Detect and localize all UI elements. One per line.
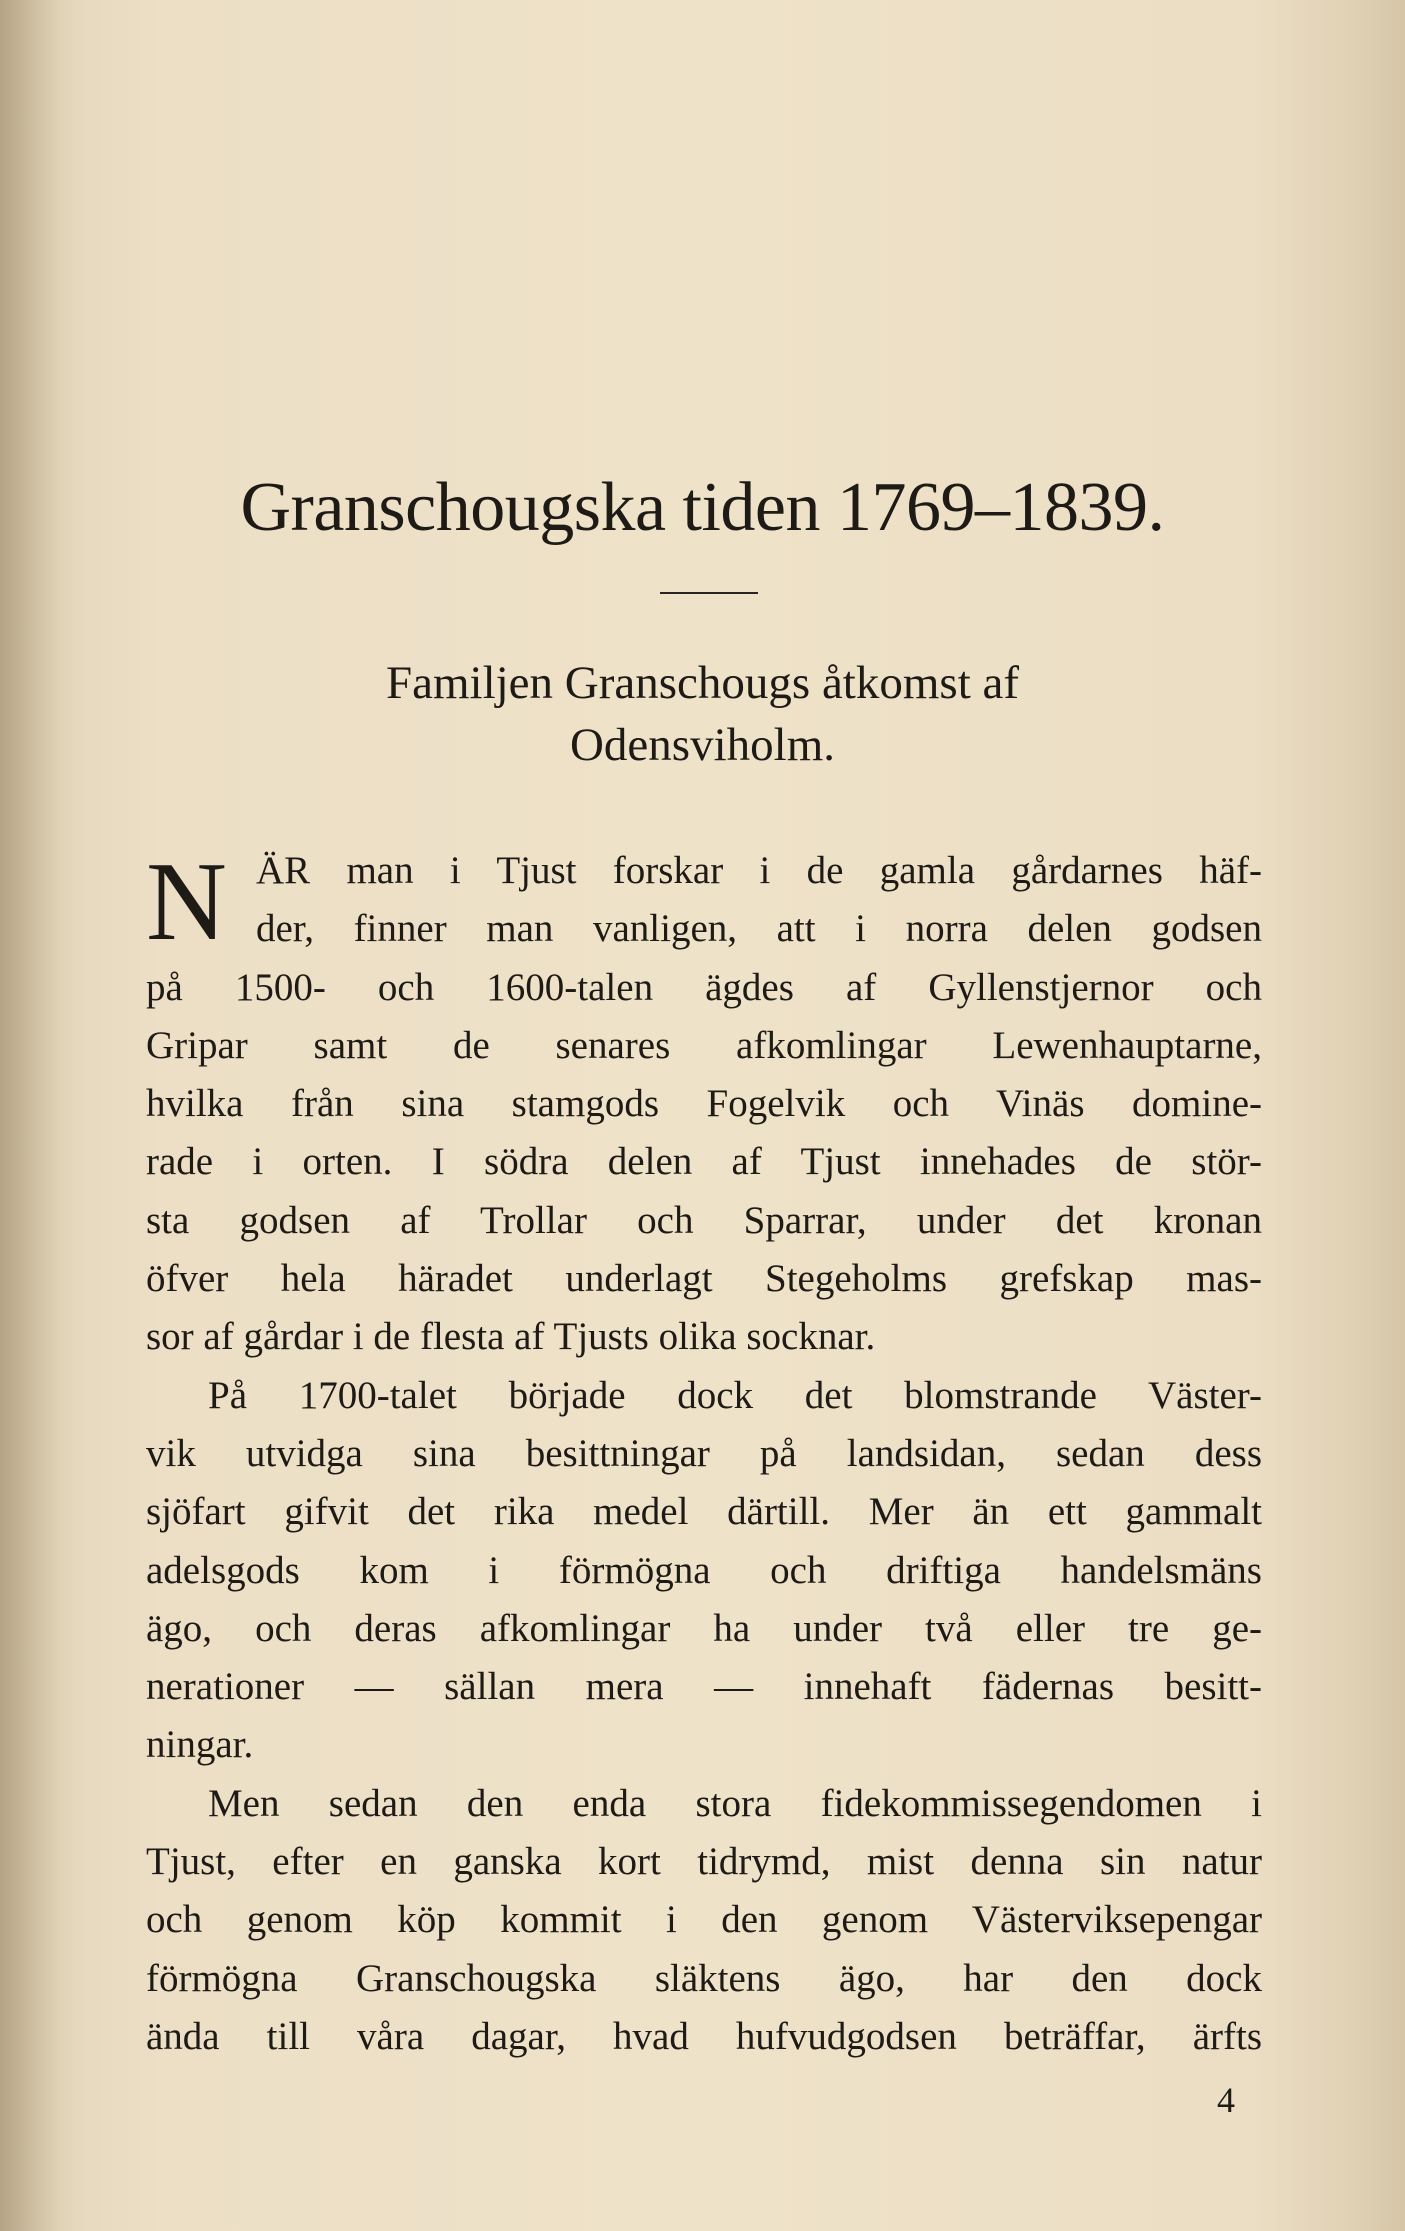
page-number: 4 (1217, 2080, 1235, 2120)
text-line: ägo, och deras afkomlingar ha under två eller tre ge- (146, 1606, 1262, 1650)
subtitle-line-1: Familjen Granschougs åtkomst af (385, 657, 1020, 709)
text-line: rade i orten. I södra delen af Tjust innehades de stör- (146, 1140, 1262, 1184)
text-line: ända till våra dagar, hvad hufvudgodsen beträffar, ärfts (146, 2014, 1262, 2058)
text-line: sta godsen af Trollar och Sparrar, under det kronan (146, 1198, 1262, 1242)
text-line: förmögna Granschougska släktens ägo, har den dock (146, 1956, 1262, 2000)
text-line: adelsgods kom i förmögna och driftiga handelsmäns (146, 1548, 1262, 1592)
drop-cap: N (146, 840, 227, 964)
text-line: Tjust, efter en ganska kort tidrymd, mist denna sin natur (146, 1840, 1262, 1884)
text-line: sor af gårdar i de flesta af Tjusts olika socknar. (146, 1315, 876, 1359)
text-line: Gripar samt de senares afkomlingar Lewenhauptarne, (146, 1023, 1262, 1067)
text-line: ningar. (146, 1723, 254, 1767)
chapter-title: Granschougska tiden 1769–1839. (240, 469, 1165, 546)
text-line: öfver hela häradet underlagt Stegeholms grefskap mas- (146, 1257, 1262, 1301)
title-divider (660, 592, 758, 594)
text-line: hvilka från sina stamgods Fogelvik och Vinäs domine- (146, 1082, 1262, 1126)
text-line: på 1500- och 1600-talen ägdes af Gyllenstjernor och (146, 965, 1262, 1009)
text-line: sjöfart gifvit det rika medel därtill. Mer än ett gammalt (146, 1490, 1262, 1534)
text-line: ÄR man i Tjust forskar i de gamla gårdarnes häf- (256, 849, 1262, 892)
text-line: vik utvidga sina besittningar på landsidan, sedan dess (146, 1431, 1262, 1475)
text-line: der, finner man vanligen, att i norra delen godsen (256, 907, 1262, 951)
spine-shadow (0, 0, 60, 2231)
chapter-subtitle (0, 652, 1405, 776)
subtitle-line-2: Odensviholm. (569, 719, 836, 771)
text-line: och genom köp kommit i den genom Västerviksepengar (146, 1898, 1262, 1942)
body-text (146, 842, 1262, 2066)
text-line: nerationer — sällan mera — innehaft fädernas besitt- (146, 1665, 1262, 1709)
text-line: På 1700-talet började dock det blomstrande Väster- (208, 1373, 1262, 1417)
text-line: Men sedan den enda stora fidekommissegendomen i (208, 1781, 1262, 1825)
